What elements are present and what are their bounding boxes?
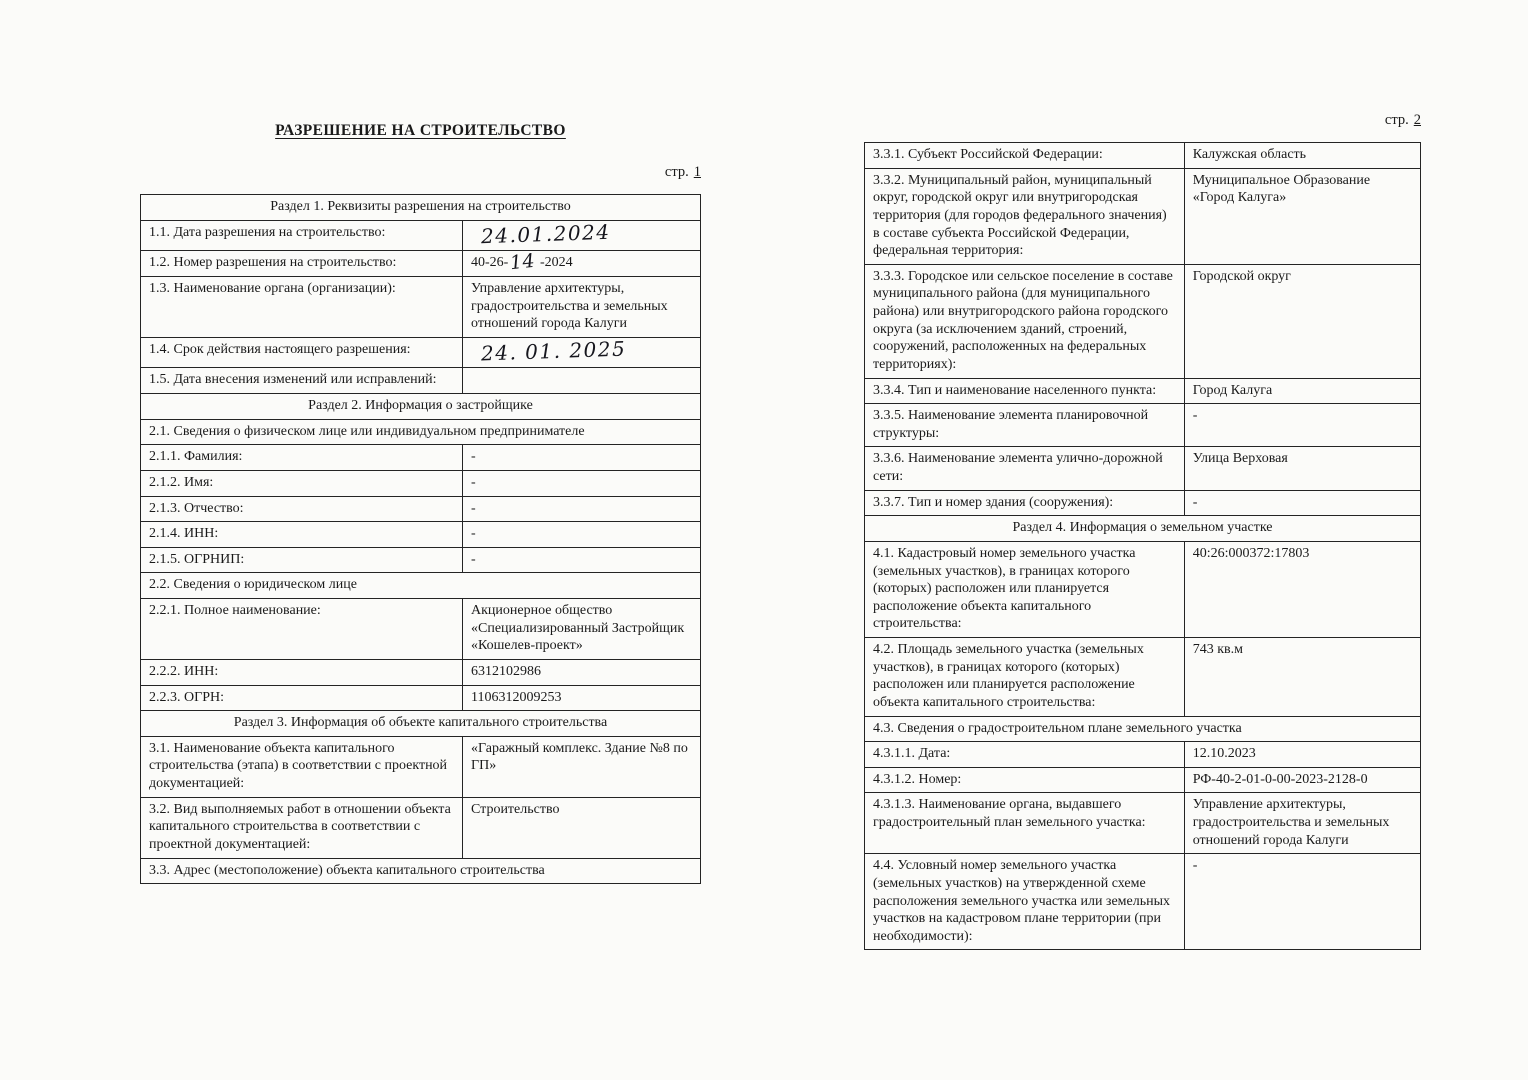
label-4-1: 4.1. Кадастровый номер земельного участка (земельных участков), в границах которого (которых) расположен или планируется расположение объекта капитального строительства:	[865, 541, 1185, 637]
row-3-3-7	[865, 490, 1421, 516]
label-2-2-1: 2.2.1. Полное наименование:	[141, 599, 463, 660]
label-2-1-2: 2.1.2. Имя:	[141, 470, 463, 496]
row-2-1-1	[141, 445, 701, 471]
section-4-header: Раздел 4. Информация о земельном участке	[865, 516, 1421, 542]
label-2-2-2: 2.2.2. ИНН:	[141, 659, 463, 685]
subsection-4-3: 4.3. Сведения о градостроительном плане земельного участка	[865, 716, 1421, 742]
document-title: РАЗРЕШЕНИЕ НА СТРОИТЕЛЬСТВО	[275, 122, 566, 139]
label-4-3-1-1: 4.3.1.1. Дата:	[865, 742, 1185, 768]
handwritten-expiry-date: 24. 01. 2025	[480, 336, 627, 366]
value-4-3-1-2: РФ-40-2-01-0-00-2023-2128-0	[1184, 767, 1420, 793]
row-2-1-full	[141, 419, 701, 445]
value-3-3-7: -	[1184, 490, 1420, 516]
row-2-2-1	[141, 599, 701, 660]
value-3-2: Строительство	[463, 797, 701, 858]
label-3-3-4: 3.3.4. Тип и наименование населенного пункта:	[865, 378, 1185, 404]
label-1-1: 1.1. Дата разрешения на строительство:	[141, 220, 463, 251]
value-4-1: 40:26:000372:17803	[1184, 541, 1420, 637]
value-4-3-1-1: 12.10.2023	[1184, 742, 1420, 768]
row-3-3-5	[865, 404, 1421, 447]
page-number-2	[864, 112, 1421, 129]
row-3-3-6	[865, 447, 1421, 490]
handwritten-permit-number: 14	[509, 249, 537, 275]
page-label: стр.	[1384, 112, 1409, 128]
row-3-1	[141, 736, 701, 797]
row-3-2	[141, 797, 701, 858]
label-3-3-1: 3.3.1. Субъект Российской Федерации:	[865, 143, 1185, 169]
value-3-3-6: Улица Верховая	[1184, 447, 1420, 490]
row-4-3-full	[865, 716, 1421, 742]
page-number-value: 1	[693, 164, 701, 180]
value-1-5	[463, 368, 701, 394]
value-2-2-3: 1106312009253	[463, 685, 701, 711]
label-3-1: 3.1. Наименование объекта капитального строительства (этапа) в соответствии с проектной документацией:	[141, 736, 463, 797]
value-4-4: -	[1184, 854, 1420, 950]
value-4-2: 743 кв.м	[1184, 638, 1420, 717]
handwritten-permit-date: 24.01.2024	[480, 219, 611, 248]
label-1-5: 1.5. Дата внесения изменений или исправлений:	[141, 368, 463, 394]
subsection-2-1: 2.1. Сведения о физическом лице или индивидуальном предпринимателе	[141, 419, 701, 445]
label-3-2: 3.2. Вид выполняемых работ в отношении объекта капитального строительства в соответствии с проектной документацией:	[141, 797, 463, 858]
section-2-header-row	[141, 394, 701, 420]
value-1-4	[463, 337, 701, 368]
row-1-3	[141, 276, 701, 337]
row-2-1-2	[141, 470, 701, 496]
row-3-3-1	[865, 143, 1421, 169]
row-1-5	[141, 368, 701, 394]
document-page-1	[140, 122, 701, 884]
label-4-2: 4.2. Площадь земельного участка (земельных участков), в границах которого (которых) расположен или планируется расположение объекта капитального строительства:	[865, 638, 1185, 717]
row-2-2-full	[141, 573, 701, 599]
row-4-4	[865, 854, 1421, 950]
value-3-3-3: Городской округ	[1184, 264, 1420, 378]
label-1-4: 1.4. Срок действия настоящего разрешения:	[141, 337, 463, 368]
permit-number-suffix: -2024	[536, 255, 573, 271]
section-3-header-row	[141, 711, 701, 737]
value-1-2	[463, 251, 701, 277]
row-2-1-4	[141, 522, 701, 548]
section-3-header: Раздел 3. Информация об объекте капитального строительства	[141, 711, 701, 737]
value-3-1: «Гаражный комплекс. Здание №8 по ГП»	[463, 736, 701, 797]
row-3-3-4	[865, 378, 1421, 404]
value-3-3-1: Калужская область	[1184, 143, 1420, 169]
value-2-1-2: -	[463, 470, 701, 496]
permit-table-page-2	[864, 142, 1421, 950]
row-2-1-3	[141, 496, 701, 522]
label-4-4: 4.4. Условный номер земельного участка (земельных участков) на утвержденной схеме расположения земельного участка или земельных участков на кадастровом плане территории (при необходимости):	[865, 854, 1185, 950]
subsection-3-3: 3.3. Адрес (местоположение) объекта капитального строительства	[141, 858, 701, 884]
row-1-1	[141, 220, 701, 251]
value-3-3-5: -	[1184, 404, 1420, 447]
label-4-3-1-2: 4.3.1.2. Номер:	[865, 767, 1185, 793]
row-1-4	[141, 337, 701, 368]
row-4-3-1-3	[865, 793, 1421, 854]
label-3-3-7: 3.3.7. Тип и номер здания (сооружения):	[865, 490, 1185, 516]
permit-table-page-1	[140, 194, 701, 884]
label-1-3: 1.3. Наименование органа (организации):	[141, 276, 463, 337]
row-2-2-2	[141, 659, 701, 685]
label-2-1-1: 2.1.1. Фамилия:	[141, 445, 463, 471]
label-1-2: 1.2. Номер разрешения на строительство:	[141, 251, 463, 277]
row-2-1-5	[141, 547, 701, 573]
row-3-3-2	[865, 168, 1421, 264]
value-2-2-2: 6312102986	[463, 659, 701, 685]
value-2-1-5: -	[463, 547, 701, 573]
section-1-header: Раздел 1. Реквизиты разрешения на строительство	[141, 195, 701, 221]
label-2-2-3: 2.2.3. ОГРН:	[141, 685, 463, 711]
row-4-3-1-2	[865, 767, 1421, 793]
value-2-1-3: -	[463, 496, 701, 522]
value-2-1-4: -	[463, 522, 701, 548]
page-number-1	[140, 164, 701, 181]
subsection-2-2: 2.2. Сведения о юридическом лице	[141, 573, 701, 599]
label-3-3-3: 3.3.3. Городское или сельское поселение в составе муниципального района (для муниципального района) или внутригородского района городского округа (за исключением зданий, строений, сооружений, расположенных на федеральных территориях):	[865, 264, 1185, 378]
value-1-1	[463, 220, 701, 251]
label-3-3-2: 3.3.2. Муниципальный район, муниципальный округ, городской округ или внутригородская территория (для городов федерального значения) в составе субъекта Российской Федерации, федеральная территория:	[865, 168, 1185, 264]
label-2-1-5: 2.1.5. ОГРНИП:	[141, 547, 463, 573]
row-3-3-full	[141, 858, 701, 884]
row-2-2-3	[141, 685, 701, 711]
document-page-2	[864, 112, 1421, 950]
label-4-3-1-3: 4.3.1.3. Наименование органа, выдавшего градостроительный план земельного участка:	[865, 793, 1185, 854]
permit-number-prefix: 40-26-	[471, 255, 509, 271]
row-4-2	[865, 638, 1421, 717]
page-number-value: 2	[1413, 112, 1421, 128]
label-3-3-6: 3.3.6. Наименование элемента улично-дорожной сети:	[865, 447, 1185, 490]
page-label: стр.	[664, 164, 689, 180]
section-2-header: Раздел 2. Информация о застройщике	[141, 394, 701, 420]
value-4-3-1-3: Управление архитектуры, градостроительства и земельных отношений города Калуги	[1184, 793, 1420, 854]
section-4-header-row	[865, 516, 1421, 542]
label-2-1-3: 2.1.3. Отчество:	[141, 496, 463, 522]
label-2-1-4: 2.1.4. ИНН:	[141, 522, 463, 548]
value-2-1-1: -	[463, 445, 701, 471]
value-2-2-1: Акционерное общество «Специализированный Застройщик «Кошелев-проект»	[463, 599, 701, 660]
row-4-3-1-1	[865, 742, 1421, 768]
row-3-3-3	[865, 264, 1421, 378]
value-3-3-2: Муниципальное Образование «Город Калуга»	[1184, 168, 1420, 264]
row-4-1	[865, 541, 1421, 637]
value-1-3: Управление архитектуры, градостроительства и земельных отношений города Калуги	[463, 276, 701, 337]
label-3-3-5: 3.3.5. Наименование элемента планировочной структуры:	[865, 404, 1185, 447]
value-3-3-4: Город Калуга	[1184, 378, 1420, 404]
row-1-2	[141, 251, 701, 277]
section-1-header-row	[141, 195, 701, 221]
